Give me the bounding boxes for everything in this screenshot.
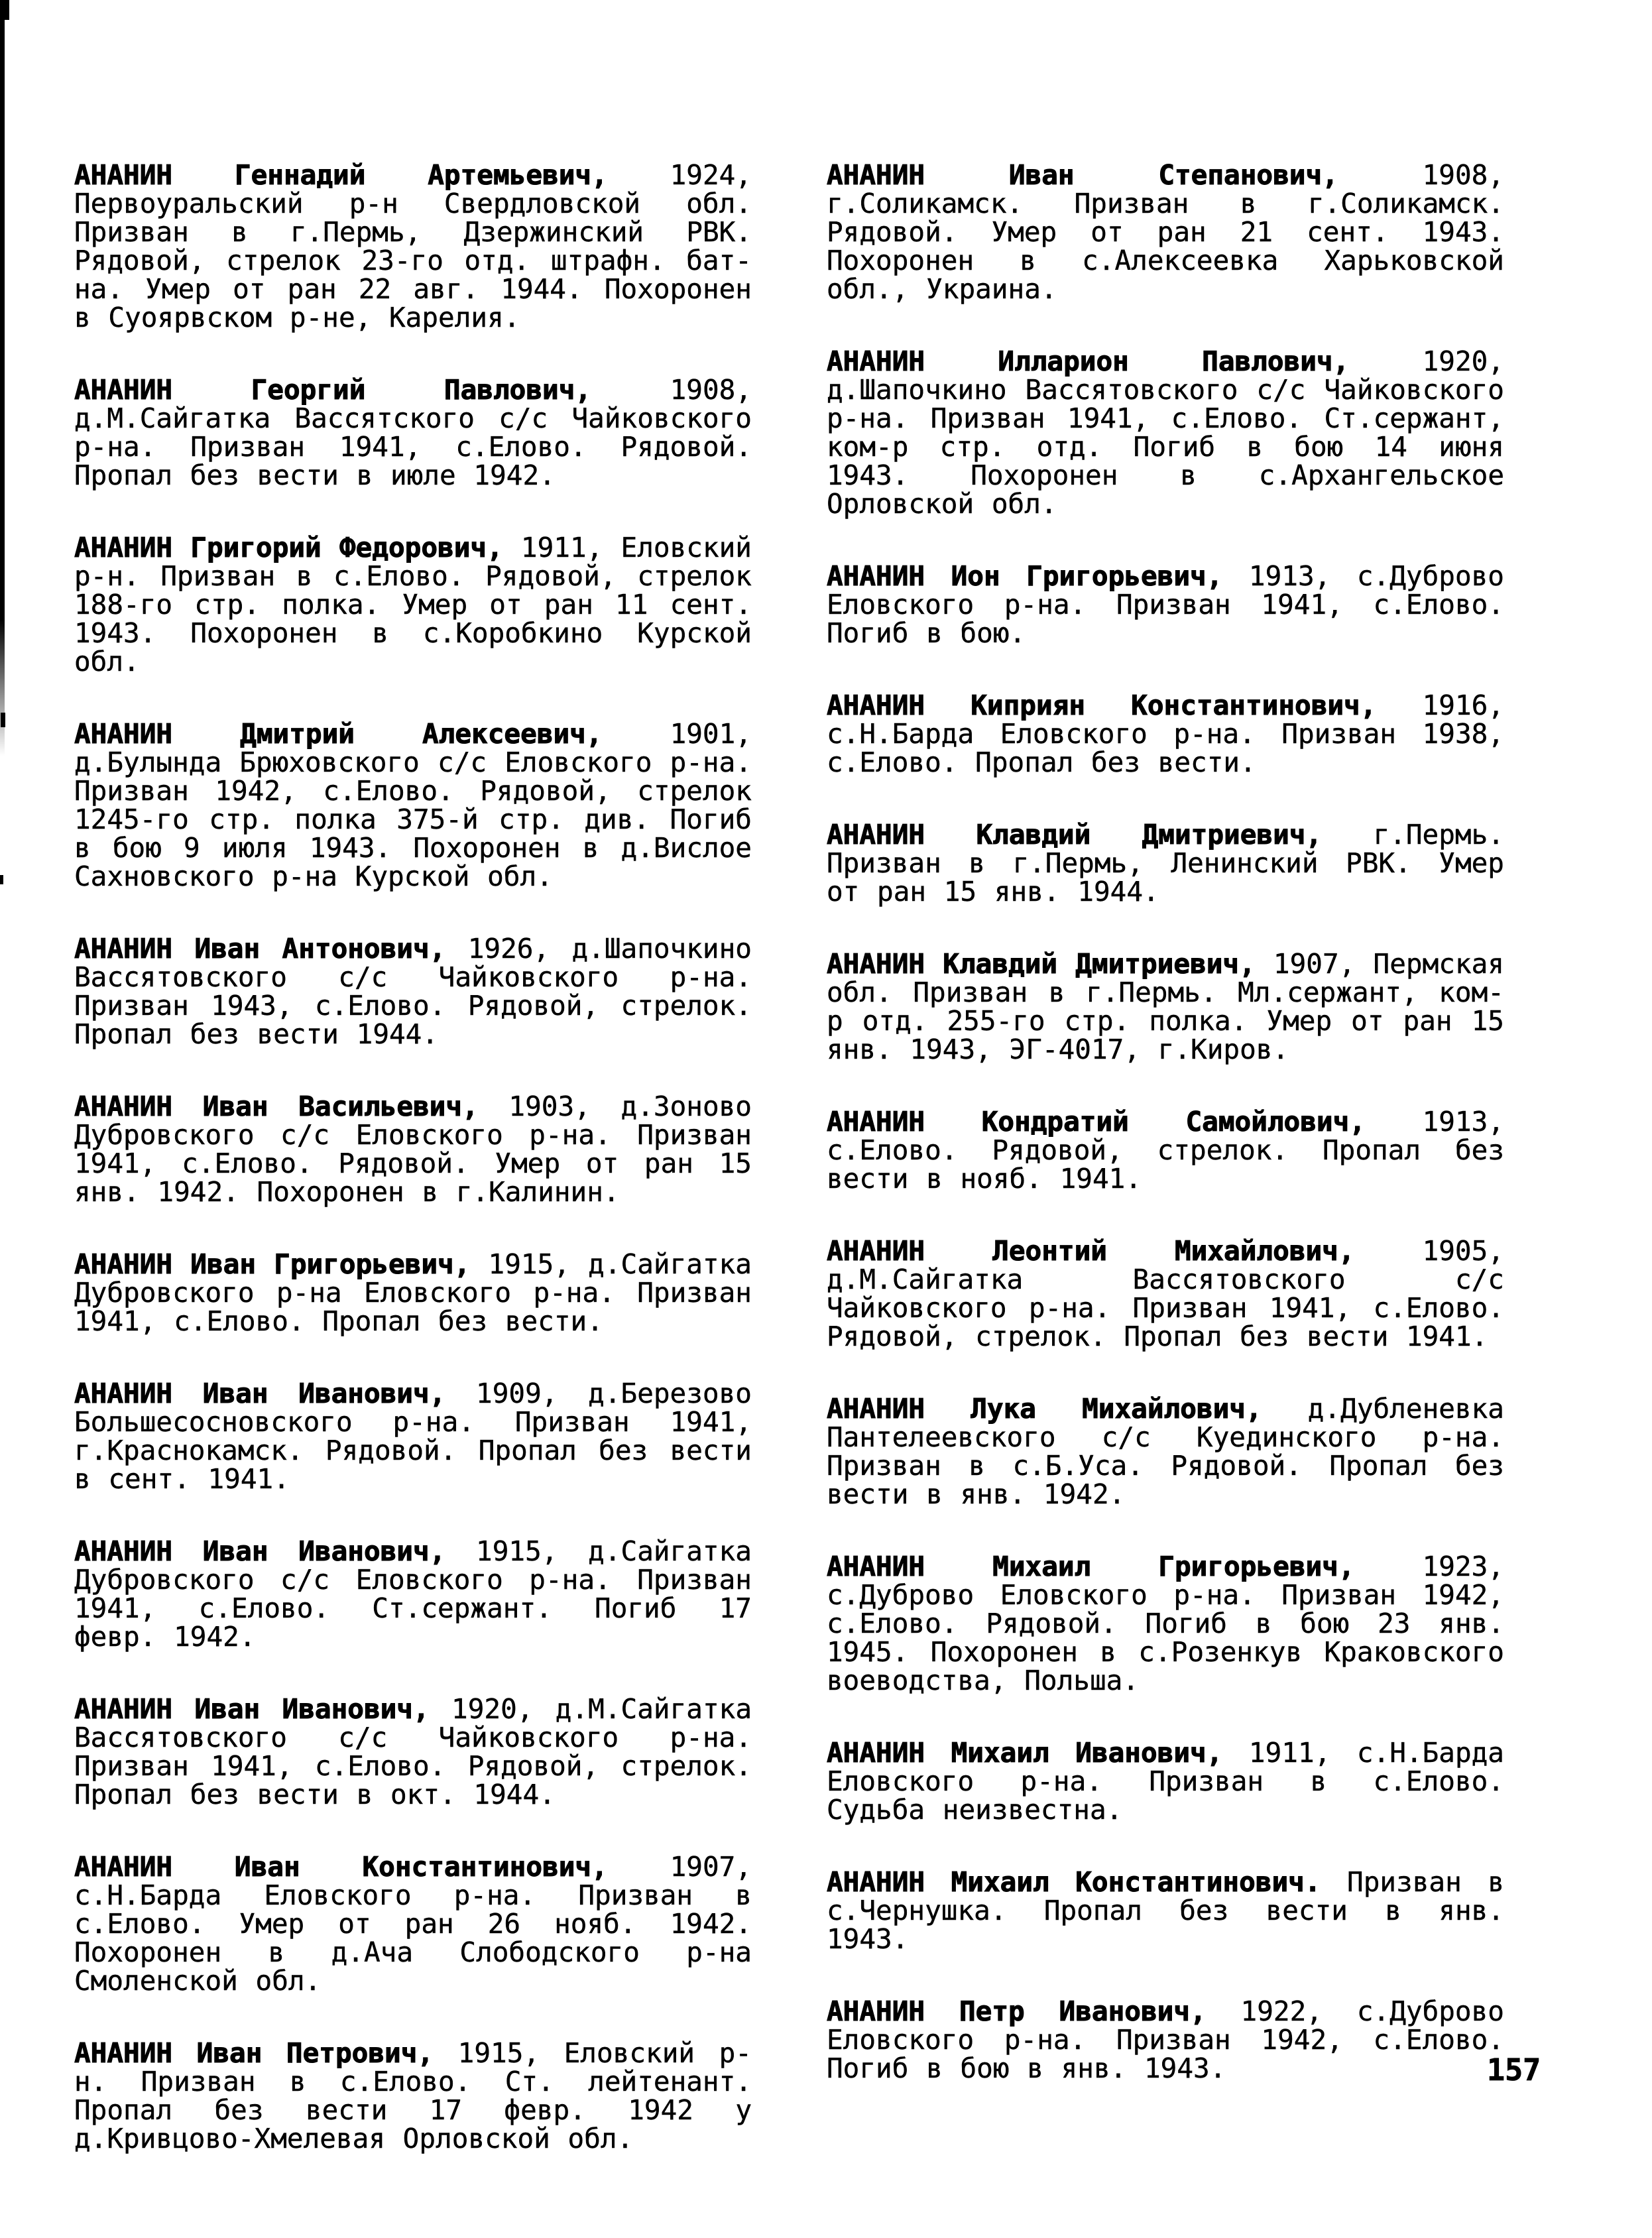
memorial-entry: АНАНИН Иван Васильевич, 1903, д.Зоново Дубровского с/с Еловского р-на. Призван 1941, с.Елово. Рядовой. Умер от ран 15 янв. 1942. Похоронен в г.Калинин. bbox=[74, 1090, 752, 1208]
entry-person-name: АНАНИН Иван Степанович, bbox=[827, 159, 1338, 191]
memorial-entry: АНАНИН Лука Михайлович, д.Дубленевка Пантелеевского с/с Куединского р-на. Призван в с.Б.Уса. Рядовой. Пропал без вести в янв. 1942. bbox=[827, 1393, 1504, 1510]
memorial-entry: АНАНИН Георгий Павлович, 1908, д.М.Сайгатка Вассятского с/с Чайковского р-на. Призван 1941, с.Елово. Рядовой. Пропал без вести в июле 1942. bbox=[74, 374, 752, 491]
entry-person-name: АНАНИН Клавдий Дмитриевич, bbox=[827, 819, 1323, 851]
scan-artifact-speck bbox=[1, 713, 5, 727]
entry-person-name: АНАНИН Киприян Константинович, bbox=[827, 689, 1377, 721]
memorial-entry: АНАНИН Иван Антонович, 1926, д.Шапочкино Вассятовского с/с Чайковского р-на. Призван 1943, с.Елово. Рядовой, стрелок. Пропал без вести 1944. bbox=[74, 933, 752, 1050]
entry-person-name: АНАНИН Ион Григорьевич, bbox=[827, 560, 1223, 592]
memorial-entry: АНАНИН Илларион Павлович, 1920, д.Шапочкино Вассятовского с/с Чайковского р-на. Призван 1941, с.Елово. Ст.сержант, ком-р стр. отд. Погиб в бою 14 июня 1943. Похоронен в с.Архангельское Орловской обл. bbox=[827, 345, 1504, 520]
memorial-entry: АНАНИН Иван Иванович, 1915, д.Сайгатка Дубровского с/с Еловского р-на. Призван 1941, с.Елово. Ст.сержант. Погиб 17 февр. 1942. bbox=[74, 1535, 752, 1653]
entry-person-name: АНАНИН Георгий Павлович, bbox=[74, 374, 592, 406]
entry-person-name: АНАНИН Иван Иванович, bbox=[74, 1378, 446, 1409]
memorial-entry: АНАНИН Клавдий Дмитриевич, г.Пермь. Призван в г.Пермь, Ленинский РВК. Умер от ран 15 янв. 1944. bbox=[827, 819, 1504, 908]
memorial-entry: АНАНИН Иван Константинович, 1907, с.Н.Барда Еловского р-на. Призван в с.Елово. Умер от ран 26 нояб. 1942. Похоронен в д.Ача Слободского р-на Смоленской обл. bbox=[74, 1851, 752, 1997]
entry-person-name: АНАНИН Геннадий Артемьевич, bbox=[74, 159, 608, 191]
entry-person-name: АНАНИН Михаил Иванович, bbox=[827, 1737, 1223, 1769]
entry-person-name: АНАНИН Кондратий Самойлович, bbox=[827, 1106, 1366, 1138]
scan-artifact-left-line bbox=[0, 0, 5, 756]
memorial-entry: АНАНИН Михаил Иванович, 1911, с.Н.Барда Еловского р-на. Призван в с.Елово. Судьба неизвестна. bbox=[827, 1737, 1504, 1826]
memorial-entry: АНАНИН Григорий Федорович, 1911, Еловский р-н. Призван в с.Елово. Рядовой, стрелок 188-го стр. полка. Умер от ран 11 сент. 1943. Похоронен в с.Коробкино Курской обл. bbox=[74, 532, 752, 677]
text-column-left bbox=[74, 161, 752, 2197]
memorial-entry: АНАНИН Дмитрий Алексеевич, 1901, д.Булында Брюховского с/с Еловского р-на. Призван 1942, с.Елово. Рядовой, стрелок 1245-го стр. полка 375-й стр. див. Погиб в бою 9 июля 1943. Похоронен в д.Вислое Сахновского р-на Курской обл. bbox=[74, 718, 752, 892]
entry-person-name: АНАНИН Дмитрий Алексеевич, bbox=[74, 718, 603, 750]
entry-person-name: АНАНИН Клавдий Дмитриевич, bbox=[827, 948, 1256, 980]
memorial-entry: АНАНИН Иван Петрович, 1915, Еловский р-н. Призван в с.Елово. Ст. лейтенант. Пропал без вести 17 февр. 1942 у д.Кривцово-Хмелевая Орловской обл. bbox=[74, 2037, 752, 2154]
memorial-entry: АНАНИН Иван Степанович, 1908, г.Соликамск. Призван в г.Соликамск. Рядовой. Умер от ран 21 сент. 1943. Похоронен в с.Алексеевка Харьковской обл., Украина. bbox=[827, 159, 1505, 305]
scan-artifact-speck bbox=[0, 875, 3, 884]
entry-person-name: АНАНИН Иван Иванович, bbox=[74, 1693, 430, 1725]
entry-person-name: АНАНИН Григорий Федорович, bbox=[74, 532, 503, 563]
memorial-entry: АНАНИН Иван Григорьевич, 1915, д.Сайгатка Дубровского р-на Еловского р-на. Призван 1941, с.Елово. Пропал без вести. bbox=[74, 1248, 752, 1337]
memorial-entry: АНАНИН Клавдий Дмитриевич, 1907, Пермская обл. Призван в г.Пермь. Мл.сержант, ком-р отд. 255-го стр. полка. Умер от ран 15 янв. 1943, ЭГ-4017, г.Киров. bbox=[827, 948, 1504, 1065]
memorial-entry: АНАНИН Ион Григорьевич, 1913, с.Дуброво Еловского р-на. Призван 1941, с.Елово. Погиб в бою. bbox=[827, 560, 1504, 649]
page-number: 157 bbox=[1487, 2052, 1541, 2088]
memorial-entry: АНАНИН Иван Иванович, 1920, д.М.Сайгатка Вассятовского с/с Чайковского р-на. Призван 1941, с.Елово. Рядовой, стрелок. Пропал без вести в окт. 1944. bbox=[74, 1693, 752, 1810]
entry-person-name: АНАНИН Леонтий Михайлович, bbox=[827, 1235, 1355, 1267]
entry-person-name: АНАНИН Петр Иванович, bbox=[827, 1995, 1207, 2027]
entry-person-name: АНАНИН Иван Антонович, bbox=[74, 933, 446, 965]
entry-person-name: АНАНИН Иван Петрович, bbox=[74, 2037, 434, 2069]
memorial-entry: АНАНИН Петр Иванович, 1922, с.Дуброво Еловского р-на. Призван 1942, с.Елово. Погиб в бою в янв. 1943. bbox=[827, 1995, 1504, 2084]
entry-person-name: АНАНИН Иван Григорьевич, bbox=[74, 1248, 471, 1280]
memorial-entry: АНАНИН Леонтий Михайлович, 1905, д.М.Сайгатка Вассятовского с/с Чайковского р-на. Призван 1941, с.Елово. Рядовой, стрелок. Пропал без вести 1941. bbox=[827, 1235, 1504, 1352]
entry-person-name: АНАНИН Лука Михайлович, bbox=[827, 1393, 1262, 1425]
memorial-entry: АНАНИН Кондратий Самойлович, 1913, с.Елово. Рядовой, стрелок. Пропал без вести в нояб. 1941. bbox=[827, 1106, 1505, 1195]
entry-person-name: АНАНИН Иван Иванович, bbox=[74, 1535, 446, 1567]
text-column-right bbox=[827, 161, 1504, 2127]
memorial-entry: АНАНИН Геннадий Артемьевич, 1924, Первоуральский р-н Свердловской обл. Призван в г.Пермь, Дзержинский РВК. Рядовой, стрелок 23-го отд. штрафн. бат-на. Умер от ран 22 авг. 1944. Похоронен в Суоярвском р-не, Карелия. bbox=[74, 159, 752, 333]
memorial-entry: АНАНИН Иван Иванович, 1909, д.Березово Большесосновского р-на. Призван 1941, г.Краснокамск. Рядовой. Пропал без вести в сент. 1941. bbox=[74, 1378, 752, 1495]
entry-person-name: АНАНИН Михаил Григорьевич, bbox=[827, 1551, 1355, 1582]
memorial-entry: АНАНИН Киприян Константинович, 1916, с.Н.Барда Еловского р-на. Призван 1938, с.Елово. Пропал без вести. bbox=[827, 689, 1504, 778]
entry-person-name: АНАНИН Иван Константинович, bbox=[74, 1851, 608, 1883]
entry-person-name: АНАНИН Михаил Константинович. bbox=[827, 1866, 1321, 1898]
memorial-entry: АНАНИН Михаил Григорьевич, 1923, с.Дуброво Еловского р-на. Призван 1942, с.Елово. Рядовой. Погиб в бою 23 янв. 1945. Похоронен в с.Розенкув Краковского воеводства, Польша. bbox=[827, 1551, 1504, 1696]
entry-person-name: АНАНИН Илларион Павлович, bbox=[827, 345, 1350, 377]
memorial-entry: АНАНИН Михаил Константинович. Призван в с.Чернушка. Пропал без вести в янв. 1943. bbox=[827, 1866, 1504, 1955]
entry-person-name: АНАНИН Иван Васильевич, bbox=[74, 1090, 479, 1122]
